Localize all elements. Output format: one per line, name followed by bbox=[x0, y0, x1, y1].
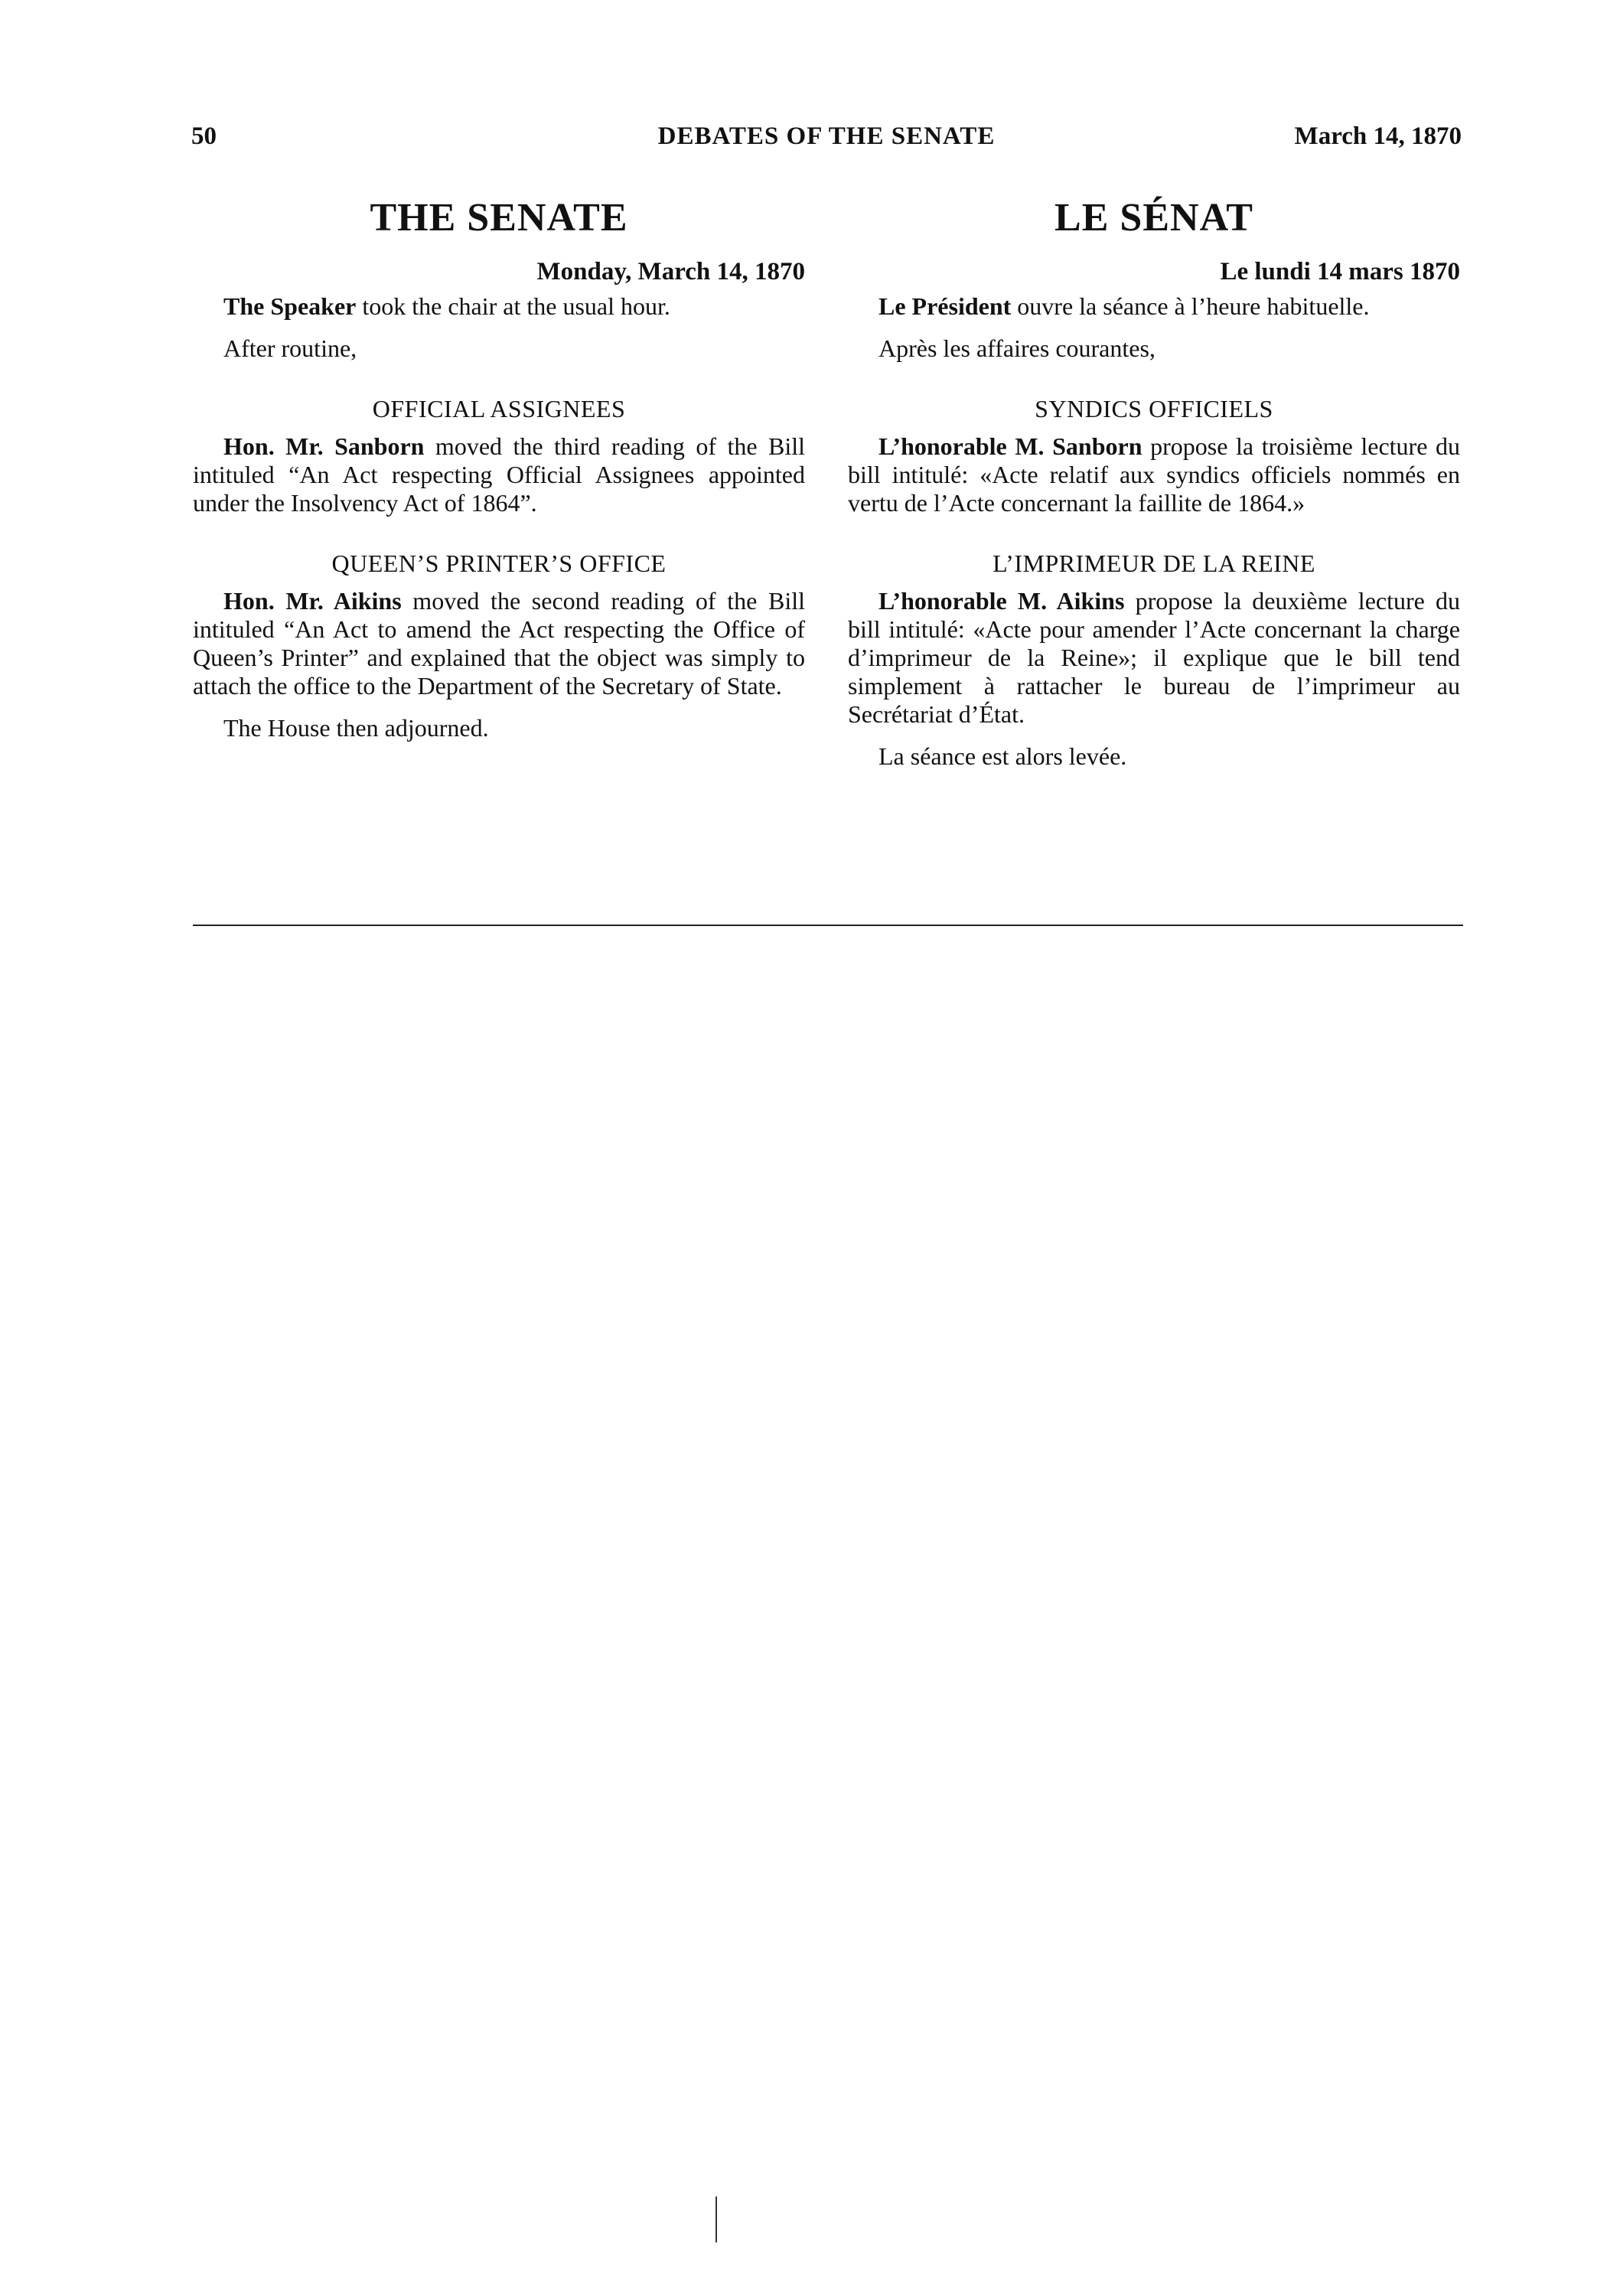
french-closing: La séance est alors levée. bbox=[878, 742, 1127, 770]
english-section1-heading: OFFICIAL ASSIGNEES bbox=[372, 395, 626, 422]
english-routine: After routine, bbox=[223, 334, 357, 362]
page-number: 50 bbox=[191, 122, 217, 150]
member-name: L’honorable M. Aikins bbox=[878, 587, 1125, 615]
french-section2-paragraph bbox=[848, 587, 1460, 729]
english-section2-heading: QUEEN’S PRINTER’S OFFICE bbox=[331, 550, 667, 577]
member-name: Hon. Mr. Sanborn bbox=[223, 432, 425, 460]
french-section1-paragraph bbox=[848, 432, 1460, 517]
english-closing: The House then adjourned. bbox=[223, 714, 489, 742]
french-title: LE SÉNAT bbox=[1054, 196, 1253, 240]
french-section2-heading: L’IMPRIMEUR DE LA REINE bbox=[993, 550, 1315, 577]
scan-mark bbox=[715, 2197, 717, 2242]
english-date: Monday, March 14, 1870 bbox=[536, 258, 805, 285]
header-date: March 14, 1870 bbox=[1294, 122, 1462, 150]
speaker-text: took the chair at the usual hour. bbox=[356, 292, 670, 320]
paragraph-text: moved the third reading of the Bill intituled “An Act respecting Official Assignees appointed under the Insolvency Act of 1864”. bbox=[193, 432, 806, 517]
speaker-name: The Speaker bbox=[223, 292, 357, 320]
french-column bbox=[848, 195, 1460, 771]
member-name: L’honorable M. Sanborn bbox=[878, 432, 1143, 460]
publication-title: DEBATES OF THE SENATE bbox=[657, 122, 996, 150]
speaker-name: Le Président bbox=[878, 292, 1012, 320]
running-header bbox=[191, 122, 1462, 161]
english-title: THE SENATE bbox=[370, 196, 628, 240]
english-column bbox=[193, 195, 805, 742]
english-opening-paragraph bbox=[193, 292, 805, 321]
french-routine: Après les affaires courantes, bbox=[878, 334, 1156, 362]
french-date: Le lundi 14 mars 1870 bbox=[1220, 258, 1460, 285]
french-opening-paragraph bbox=[848, 292, 1460, 321]
paragraph-text: propose la troisième lecture du bill intitulé: «Acte relatif aux syndics officiels nommés en vertu de l’Acte concernant la faillite de 1864.» bbox=[848, 432, 1461, 517]
member-name: Hon. Mr. Aikins bbox=[223, 587, 402, 615]
paragraph-text: moved the second reading of the Bill intituled “An Act to amend the Act respecting the Office of Queen’s Printer” and explained that the object was simply to attach the office to the Department of the Secretary of State. bbox=[193, 587, 805, 700]
paragraph-text: propose la deuxième lecture du bill intitulé: «Acte pour amender l’Acte concernant la charge d’imprimeur de la Reine»; il explique que le bill tend simplement à rattacher le bureau de l’imprimeur au Secrétariat d’État. bbox=[848, 587, 1461, 728]
english-section2-paragraph bbox=[193, 587, 805, 700]
speaker-text: ouvre la séance à l’heure habituelle. bbox=[1011, 292, 1370, 320]
english-section1-paragraph bbox=[193, 432, 805, 517]
french-section1-heading: SYNDICS OFFICIELS bbox=[1035, 395, 1273, 422]
end-rule bbox=[193, 925, 1463, 926]
